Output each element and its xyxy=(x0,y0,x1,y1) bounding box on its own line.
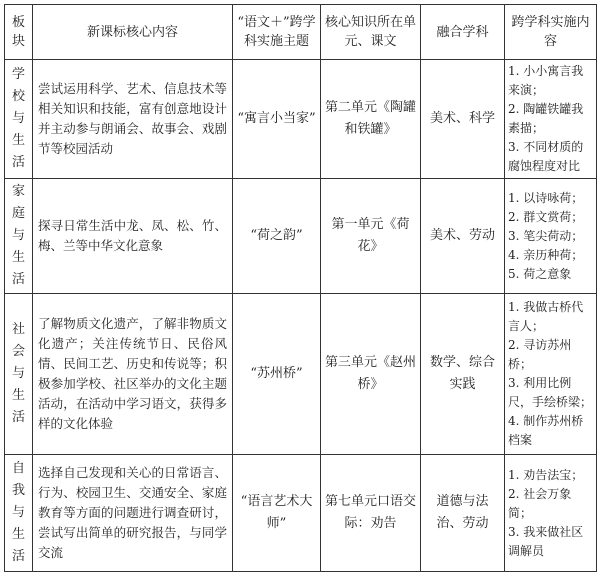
row-theme: “苏州桥” xyxy=(233,294,321,455)
header-activities: 跨学科实施内容 xyxy=(505,5,597,60)
row-theme: “荷之韵” xyxy=(233,179,321,294)
row-activities xyxy=(505,455,597,572)
activity-item: 5. 荷之意象 xyxy=(508,266,572,281)
row-category: 家庭与生活 xyxy=(5,179,33,294)
activity-item: 3. 利用比例尺，手绘桥梁； xyxy=(508,376,593,409)
row-theme: “语言艺术大师” xyxy=(233,455,321,572)
activity-item: 4. 亲历种荷； xyxy=(508,247,584,262)
activity-item: 2. 社会万象简； xyxy=(508,486,572,520)
table-row xyxy=(5,455,597,572)
activity-item: 3. 不同材质的腐蚀程度对比 xyxy=(508,140,584,173)
activity-item: 4. 制作苏州桥档案 xyxy=(508,414,584,447)
header-theme: “语文＋”跨学科实施主题 xyxy=(233,5,321,60)
activity-item: 3. 我来做社区调解员 xyxy=(508,524,584,558)
row-category: 学校与生活 xyxy=(5,60,33,179)
row-category: 社会与生活 xyxy=(5,294,33,455)
activity-item: 2. 陶罐铁罐我素描； xyxy=(508,102,584,135)
header-row xyxy=(5,5,597,60)
row-subjects: 数学、综合实践 xyxy=(421,294,505,455)
activity-item: 2. 群文赏荷； xyxy=(508,209,584,224)
row-unit: 第一单元《荷花》 xyxy=(321,179,421,294)
header-content: 新课标核心内容 xyxy=(33,5,233,60)
table-row xyxy=(5,60,597,179)
curriculum-table xyxy=(4,4,597,572)
row-subjects: 美术、科学 xyxy=(421,60,505,179)
row-unit: 第七单元口语交际：劝告 xyxy=(321,455,421,572)
activity-item: 3. 笔尖荷动； xyxy=(508,228,584,243)
activity-item: 1. 我做古桥代言人； xyxy=(508,300,584,333)
row-activities xyxy=(505,179,597,294)
row-content: 了解物质文化遗产，了解非物质文化遗产；关注传统节日、民俗风情、民间工艺、历史和传说等；积极参加学校、社区举办的文化主题活动，在活动中学习语文，获得多样的文化体验 xyxy=(33,294,233,455)
row-unit: 第二单元《陶罐和铁罐》 xyxy=(321,60,421,179)
table-wrapper xyxy=(4,4,596,564)
row-subjects: 美术、劳动 xyxy=(421,179,505,294)
row-content: 尝试运用科学、艺术、信息技术等相关知识和技能，富有创意地设计并主动参与朗诵会、故事会、戏剧节等校园活动 xyxy=(33,60,233,179)
row-category: 自我与生活 xyxy=(5,455,33,572)
table-row xyxy=(5,179,597,294)
header-unit: 核心知识所在单元、课文 xyxy=(321,5,421,60)
row-theme: “寓言小当家” xyxy=(233,60,321,179)
header-category: 板块 xyxy=(5,5,33,60)
activity-item: 1. 小小寓言我来演； xyxy=(508,64,584,97)
row-subjects: 道德与法治、劳动 xyxy=(421,455,505,572)
row-content: 探寻日常生活中龙、凤、松、竹、梅、兰等中华文化意象 xyxy=(33,179,233,294)
activity-item: 1. 以诗咏荷； xyxy=(508,190,584,205)
row-content: 选择自己发现和关心的日常语言、行为、校园卫生、交通安全、家庭教育等方面的问题进行调查研讨，尝试写出简单的研究报告，与同学交流 xyxy=(33,455,233,572)
table-row xyxy=(5,294,597,455)
row-activities xyxy=(505,60,597,179)
activity-item: 1. 劝告法宝； xyxy=(508,467,584,482)
row-unit: 第三单元《赵州桥》 xyxy=(321,294,421,455)
header-subjects: 融合学科 xyxy=(421,5,505,60)
row-activities xyxy=(505,294,597,455)
activity-item: 2. 寻访苏州桥； xyxy=(508,338,572,371)
